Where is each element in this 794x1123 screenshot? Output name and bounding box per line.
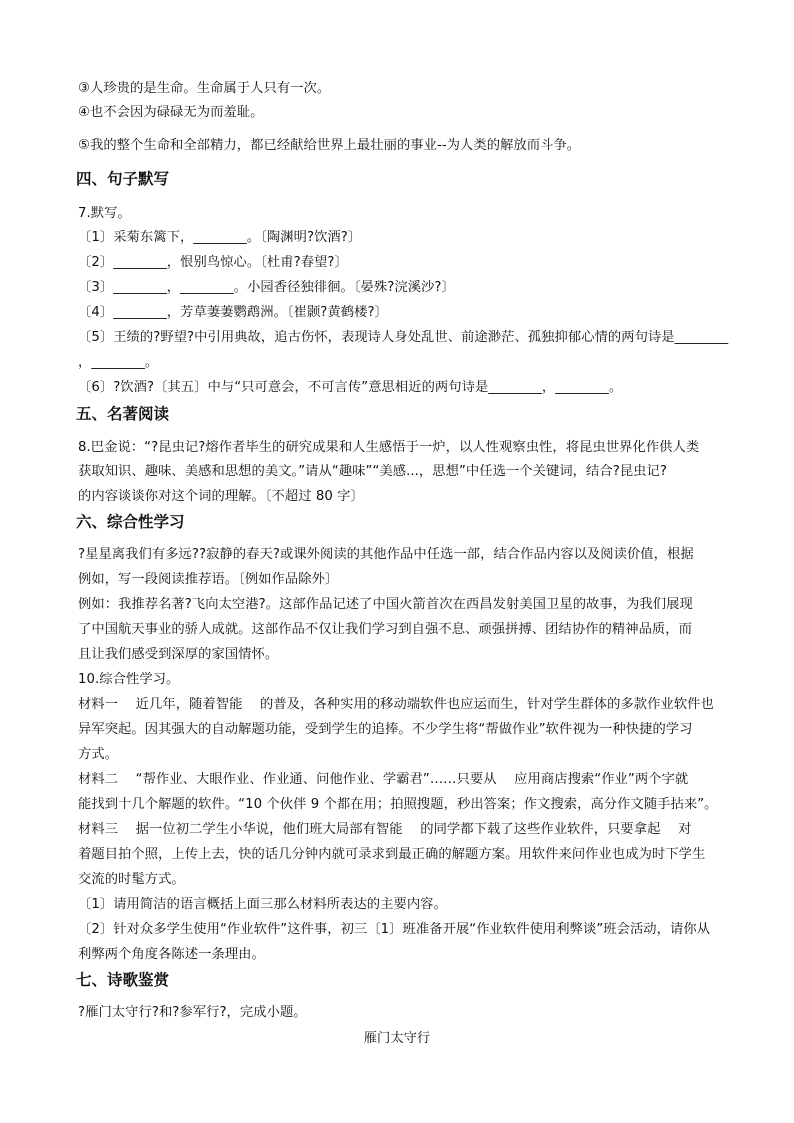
text-line: ⑤我的整个生命和全部精力，都已经献给世界上最壮丽的事业--为人类的解放而斗争。 bbox=[78, 138, 581, 153]
text-line: 方式。 bbox=[78, 747, 119, 762]
text-line: 材料三 据一位初二学生小华说，他们班大局部有智能 的同学都下载了这些作业软件，只要拿起 对 bbox=[78, 822, 692, 837]
text-line: 10.综合性学习。 bbox=[78, 672, 180, 687]
text-line: 〔2〕针对众多学生使用“作业软件”这件事，初三〔1〕班准备开展“作业软件使用利弊谈”班会活动，请你从 bbox=[78, 922, 711, 937]
section-heading: 六、综合性学习 bbox=[76, 513, 185, 531]
text-line: 8.巴金说：“?昆虫记?熔作者毕生的研究成果和人生感悟于一炉，以人性观察虫性，将昆虫世界化作供人类 bbox=[78, 440, 700, 455]
text-line: 材料一 近几年，随着智能 的普及，各种实用的移动端软件也应运而生，针对学生群体的多款作业软件也 bbox=[78, 697, 714, 712]
section-heading: 四、句子默写 bbox=[76, 170, 170, 188]
text-line: 且让我们感受到深厚的家国情怀。 bbox=[78, 647, 279, 662]
section-heading: 七、诗歌鉴赏 bbox=[76, 971, 170, 989]
text-line: 〔1〕采菊东篱下，________。〔陶渊明?饮酒?〕 bbox=[78, 230, 362, 245]
text-line: 着题目拍个照，上传上去，快的话几分钟内就可录求到最正确的解题方案。用软件来问作业也成为时下学生 bbox=[78, 847, 706, 862]
section-heading: 五、名著阅读 bbox=[76, 405, 170, 423]
text-line: 〔2〕________，恨别鸟惊心。〔杜甫?春望?〕 bbox=[78, 255, 348, 270]
text-line: 的内容谈谈你对这个词的理解。〔不超过 80 字〕 bbox=[78, 489, 364, 504]
text-line: ?雁门太守行?和?参军行?，完成小题。 bbox=[78, 1005, 307, 1020]
text-line: ③人珍贵的是生命。生命属于人只有一次。 bbox=[78, 81, 331, 96]
text-line: 〔4〕________，芳草萋萋鹦鹉洲。〔崔颢?黄鹤楼?〕 bbox=[78, 305, 388, 320]
text-line: 〔1〕请用简洁的语言概括上面三那么材料所表达的主要内容。 bbox=[78, 897, 447, 912]
text-line: 〔6〕?饮酒?〔其五〕中与“只可意会，不可言传”意思相近的两句诗是________，________。 bbox=[78, 380, 623, 395]
text-line: 例如，写一段阅读推荐语。〔例如作品除外〕 bbox=[78, 572, 339, 587]
text-line: 利弊两个角度各陈述一条理由。 bbox=[78, 947, 265, 962]
text-line: 了中国航天事业的骄人成就。这部作品不仅让我们学习到自强不息、顽强拼搏、团结协作的精神品质，而 bbox=[78, 622, 692, 637]
text-line: 〔5〕王绩的?野望?中引用典故，追古伤怀，表现诗人身处乱世、前途渺茫、孤独抑郁心情的两句诗是________ bbox=[78, 330, 729, 345]
text-line: 7.默写。 bbox=[78, 206, 131, 221]
text-line: 能找到十几个解题的软件。“10 个伙伴 9 个都在用；拍照搜题，秒出答案；作文搜索，高分作文随手拈来”。 bbox=[78, 797, 718, 812]
text-line: 异军突起。因其强大的自动解题功能，受到学生的追捧。不少学生将“帮做作业”软件视为一种快捷的学习 bbox=[78, 722, 693, 737]
text-line: 〔3〕________，________。小园香径独徘徊。〔晏殊?浣溪沙?〕 bbox=[78, 280, 455, 295]
text-line: ，________。 bbox=[78, 355, 159, 370]
poem-title: 雁门太守行 bbox=[363, 1031, 431, 1046]
text-line: 材料二 “帮作业、大眼作业、作业通、问他作业、学霸君”……只要从 应用商店搜索“作业”两个字就 bbox=[78, 772, 689, 787]
text-line: 获取知识、趣味、美感和思想的美文。”请从“趣味”“美感...，思想”中任选一个关键词，结合?昆虫记? bbox=[78, 464, 667, 479]
text-line: ④也不会因为碌碌无为而羞耻。 bbox=[78, 105, 264, 120]
text-line: 交流的时髦方式。 bbox=[78, 872, 185, 887]
text-line: ?星星离我们有多远??寂静的春天?或课外阅读的其他作品中任选一部，结合作品内容以及阅读价值，根据 bbox=[78, 547, 694, 562]
text-line: 例如：我推荐名著?飞向太空港?。这部作品记述了中国火箭首次在西昌发射美国卫星的故事，为我们展现 bbox=[78, 597, 693, 612]
